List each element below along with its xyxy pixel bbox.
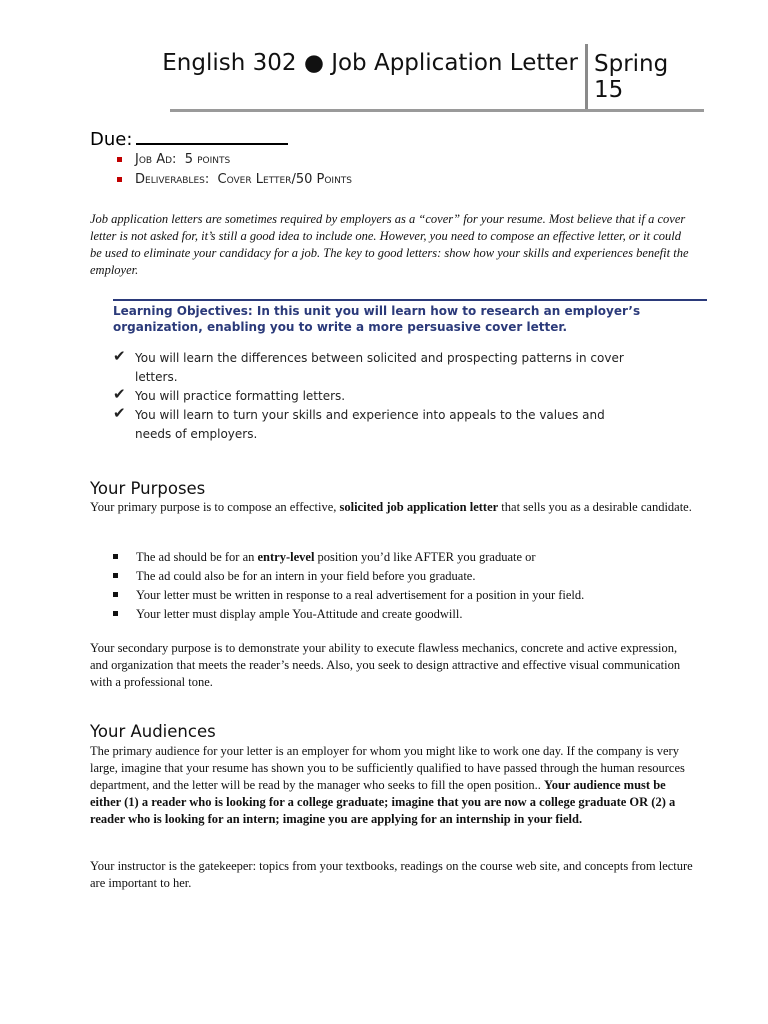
objective-text: You will practice formatting letters. — [135, 389, 346, 403]
objectives-list — [113, 349, 633, 444]
bullet-icon — [117, 157, 122, 162]
list-item — [113, 387, 633, 406]
checkmark-icon: ✔ — [113, 404, 126, 422]
bullet-icon — [113, 554, 118, 559]
points-label: Job Ad: — [135, 152, 177, 167]
text-bold: solicited job application letter — [339, 500, 499, 514]
list-item — [113, 567, 693, 586]
text-run: The primary audience for your letter is an employer for whom you might like to work one day. If the company is very large, imagine that your resume has shown you to be sufficiently qualified to have passed through the human resources department, and the letter will be read by the manager who seeks to fill the open position.. — [90, 744, 685, 792]
points-label: Deliverables: — [135, 172, 210, 187]
page-title: English 302 ● Job Application Letter — [162, 50, 578, 76]
text-bold: Your audience must be either (1) a reader who is looking for a college graduate; imagine that you are now a college graduate OR (2) a reader who is looking for an intern; imagine you are applying for an internship in your field. — [90, 778, 676, 826]
points-value: Cover Letter/50 Points — [217, 172, 353, 187]
objectives-rule — [113, 299, 707, 301]
list-item — [117, 170, 352, 190]
list-item — [113, 548, 693, 567]
secondary-purpose-paragraph: Your secondary purpose is to demonstrate your ability to execute flawless mechanics, concrete and active expression, and organization that meets the reader’s needs. Also, you seek to design attractive and effective visual communication with a professional tone. — [90, 641, 681, 689]
header-divider — [585, 44, 588, 110]
text-run: The ad could also be for an intern in your field before you graduate. — [136, 569, 476, 583]
checkmark-icon: ✔ — [113, 385, 126, 403]
text-run: that sells you as a desirable candidate. — [498, 500, 692, 514]
list-item — [113, 605, 693, 624]
list-item — [113, 406, 633, 444]
due-line — [90, 129, 288, 150]
list-item — [113, 349, 633, 387]
text-bold: entry-level — [257, 550, 315, 564]
header-rule — [170, 109, 704, 112]
list-item — [117, 150, 352, 170]
text-run: The ad should be for an — [136, 550, 258, 564]
points-value: 5 points — [184, 152, 231, 167]
text-run: Your letter must display ample You-Attitude and create goodwill. — [136, 607, 463, 621]
instructor-paragraph: Your instructor is the gatekeeper: topics from your textbooks, readings on the course web site, and concepts from lecture are important to her. — [90, 859, 693, 890]
text-run: Your primary purpose is to compose an effective, — [90, 500, 340, 514]
bullet-icon — [117, 177, 122, 182]
term-label: Spring 15 — [594, 51, 669, 103]
due-blank — [136, 129, 288, 145]
due-label: Due: — [90, 129, 133, 150]
bullet-icon — [113, 573, 118, 578]
text-run: Your letter must be written in response to a real advertisement for a position in your field. — [136, 588, 585, 602]
text-run: position you’d like AFTER you graduate or — [314, 550, 536, 564]
learning-objectives: Learning Objectives: In this unit you will learn how to research an employer’s organization, enabling you to write a more persuasive cover letter. — [113, 304, 641, 334]
purposes-heading: Your Purposes — [90, 479, 206, 498]
audiences-heading: Your Audiences — [90, 722, 216, 741]
bullet-icon — [113, 592, 118, 597]
list-item — [113, 586, 693, 605]
document-header — [0, 44, 768, 112]
bullet-icon — [113, 611, 118, 616]
purpose-bullets — [113, 548, 693, 624]
objective-text: You will learn to turn your skills and experience into appeals to the values and needs of employers. — [135, 408, 605, 441]
intro-paragraph: Job application letters are sometimes required by employers as a “cover” for your resume. Most believe that if a cover letter is not asked for, it’s still a good idea to include one. However, you need to compose an effective letter, or it could be used to eliminate your candidacy for a job. The key to good letters: show how your skills and experiences benefit the employer. — [90, 212, 689, 277]
primary-audience-paragraph — [90, 743, 698, 828]
objective-text: You will learn the differences between solicited and prospecting patterns in cover letters. — [135, 351, 624, 384]
points-list — [117, 150, 352, 190]
checkmark-icon: ✔ — [113, 347, 126, 365]
primary-purpose-paragraph — [90, 499, 698, 516]
